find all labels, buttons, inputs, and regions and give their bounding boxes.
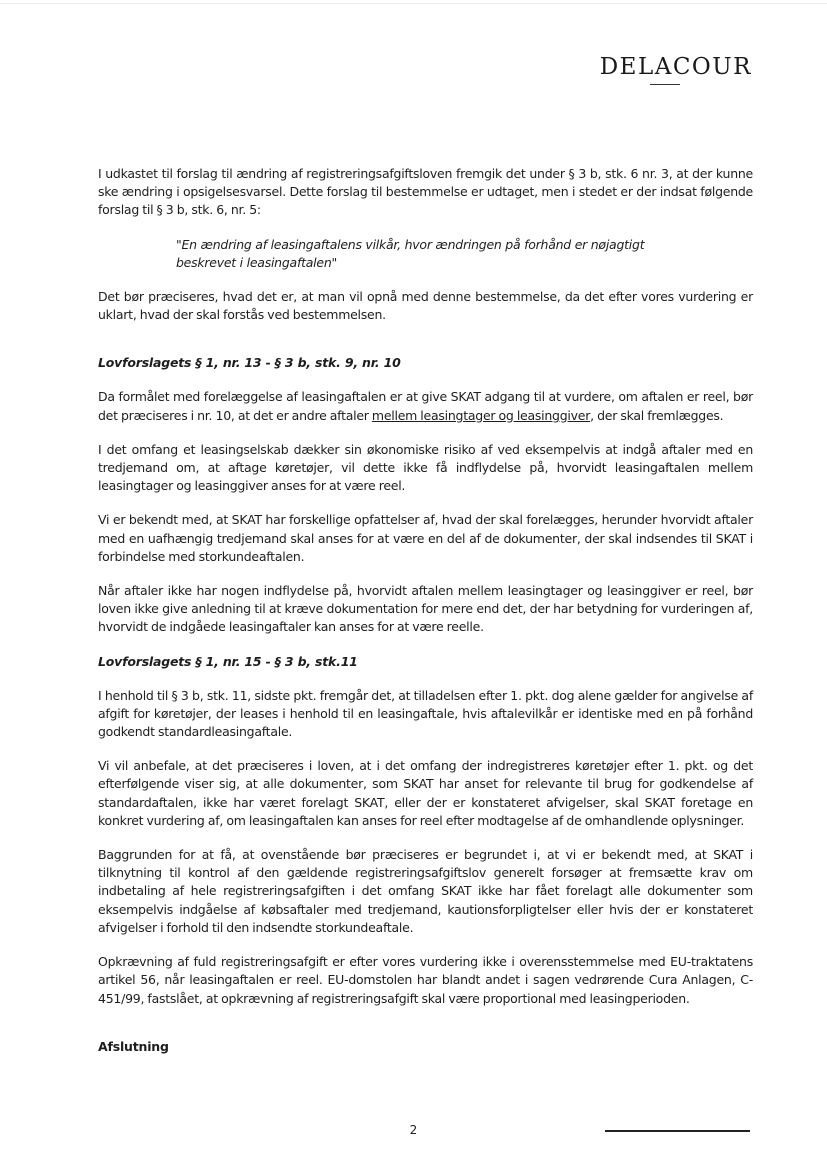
top-rule bbox=[0, 3, 827, 4]
page-number: 2 bbox=[409, 1123, 418, 1137]
paragraph-risk: I det omfang et leasingselskab dækker sin økonomiske risiko af ved eksempelvis at indgå aftaler med en tredjemand om, at aftage køretøjer, vil dette ikke få indflydelse på, hvorvidt leasingaftalen mellem leasingtager og leasinggiver anses for at være reel. bbox=[98, 441, 753, 494]
footer-rule bbox=[605, 1130, 750, 1132]
section-heading-conclusion: Afslutning bbox=[98, 1038, 169, 1054]
paragraph-recommend: Vi vil anbefale, at det præciseres i loven, at i det omfang der indregistreres køretøjer efter 1. pkt. og det efterfølgende viser sig, at alle dokumenter, som SKAT har anset for relevante til brug for godkendelse af standardaftalen, ikke har været forelagt SKAT, eller der er konstateret afvigelser, skal SKAT foretage en konkret vurdering af, om leasingaftalen kan anses for reel efter modtagelse af de omhandlende oplysninger. bbox=[98, 758, 753, 828]
quoted-provision: "En ændring af leasingaftalens vilkår, hvor ændringen på forhånd er nøjagtigt beskrevet i leasingaftalen" bbox=[176, 236, 645, 270]
section-heading-nr13: Lovforslagets § 1, nr. 13 - § 3 b, stk. 9, nr. 10 bbox=[98, 355, 401, 371]
paragraph-intro: I udkastet til forslag til ændring af registreringsafgiftsloven fremgik det under § 3 b, stk. 6 nr. 3, at der kunne ske ændring i opsigelsesvarsel. Dette forslag til bestemmelse er udtaget, men i stedet er der indsat følgende forslag til § 3 b, stk. 6, nr. 5: bbox=[98, 166, 753, 218]
company-logo: DELACOUR bbox=[599, 54, 752, 80]
paragraph-purpose bbox=[98, 388, 753, 424]
paragraph-clarify: Det bør præciseres, hvad det er, at man vil opnå med denne bestemmelse, da det efter vores vurdering er uklart, hvad der skal forstås ved bestemmelsen. bbox=[98, 289, 753, 323]
paragraph-purpose-end: , der skal fremlægges. bbox=[590, 407, 724, 423]
paragraph-skat-views: Vi er bekendt med, at SKAT har forskellige opfattelser af, hvad der skal forelægges, herunder hvorvidt aftaler med en uafhængig tredjemand skal anses for at være en del af de dokumenter, der skal indsendes til SKAT i forbindelse med storkundeaftalen. bbox=[98, 512, 753, 564]
underlined-phrase: mellem leasingtager og leasinggiver bbox=[371, 407, 591, 423]
paragraph-permission: I henhold til § 3 b, stk. 11, sidste pkt. fremgår det, at tilladelsen efter 1. pkt. dog alene gælder for angivelse af afgift for køretøjer, der leases i henhold til en leasingaftale, hvis aftalevilkår er identiske med en på forhånd godkendt standardleasingaftale. bbox=[98, 687, 753, 740]
paragraph-documentation: Når aftaler ikke har nogen indflydelse på, hvorvidt aftalen mellem leasingtager og leasinggiver er reel, bør loven ikke give anledning til at kræve dokumentation for mere end det, der har betydning for vurderingen af, hvorvidt de indgåede leasingaftaler kan anses for at være reelle. bbox=[98, 583, 753, 635]
logo-underline bbox=[650, 84, 680, 85]
paragraph-eu-treaty: Opkrævning af fuld registreringsafgift er efter vores vurdering ikke i overensstemmelse med EU-traktatens artikel 56, når leasingaftalen er reel. EU-domstolen har blandt andet i sagen vedrørende Cura Anlagen, C-451/99, fastslået, at opkrævning af registreringsafgift skal være proportional med leasingperioden. bbox=[98, 954, 753, 1006]
section-heading-nr15: Lovforslagets § 1, nr. 15 - § 3 b, stk.11 bbox=[98, 653, 358, 669]
paragraph-purpose-start: Da formålet med forelæggelse af leasingaftalen er at give SKAT adgang til at vurdere, om aftalen er reel, bør det præciseres i nr. 10, at det er andre aftaler bbox=[98, 389, 753, 423]
paragraph-background: Baggrunden for at få, at ovenstående bør præciseres er begrundet i, at vi er bekendt med, at SKAT i tilknytning til kontrol af den gældende registreringsafgiftslov generelt forsøger at fremsætte krav om indbetaling af hele registreringsafgiften i det omfang SKAT ikke har fået forelagt alle dokumenter som eksempelvis indgåelse af købsaftaler med tredjemand, kautionsforpligtelser eller hvis der er konstateret afvigelser i forhold til den indsendte storkundeaftale. bbox=[98, 847, 753, 935]
document-body bbox=[98, 165, 753, 1072]
